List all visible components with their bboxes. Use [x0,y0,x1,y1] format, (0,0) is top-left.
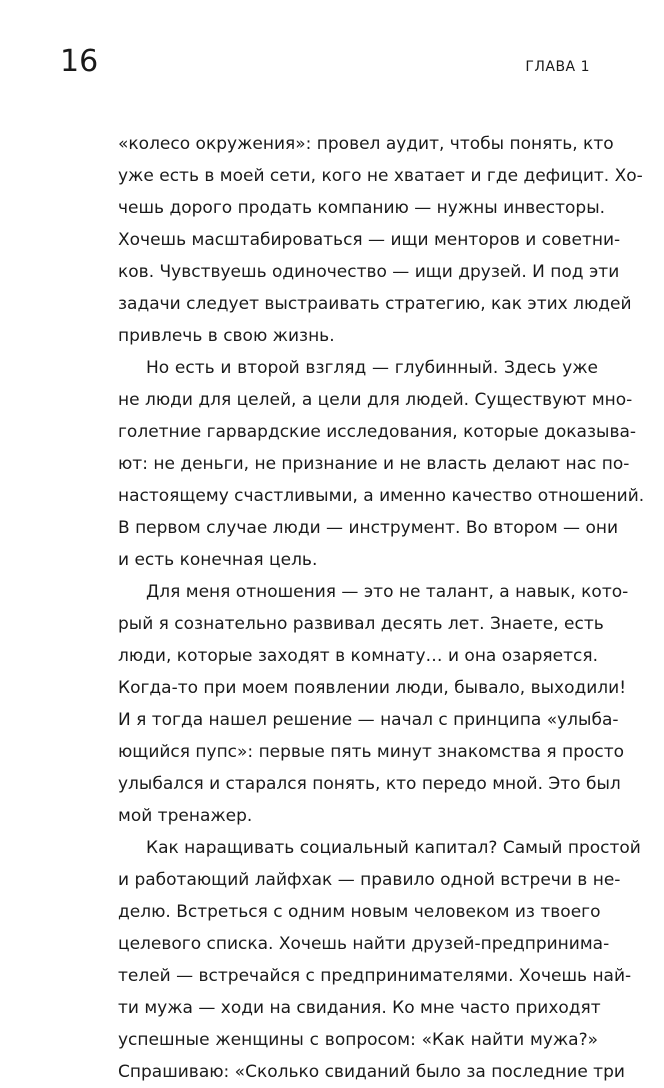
text-line: и есть конечная цель. [118,550,318,570]
text-line: телей — встречайся с предпринимателями. Хочешь най- [118,966,632,986]
text-line: чешь дорого продать компанию — нужны инвесторы. [118,198,606,218]
text-line: ют: не деньги, не признание и не власть делают нас по- [118,454,630,474]
text-line: Хочешь масштабироваться — ищи менторов и советни- [118,230,621,250]
text-line: привлечь в свою жизнь. [118,326,335,346]
body-text [118,128,645,1088]
text-line: голетние гарвардские исследования, которые доказыва- [118,422,637,442]
text-line: Но есть и второй взгляд — глубинный. Здесь уже [146,358,598,378]
text-line: люди, которые заходят в комнату… и она озаряется. [118,646,598,666]
text-line: целевого списка. Хочешь найти друзей-предпринима- [118,934,610,954]
text-line: настоящему счастливыми, а именно качество отношений. [118,486,645,506]
text-line: ющийся пупс»: первые пять минут знакомства я просто [118,742,624,762]
text-line: Как наращивать социальный капитал? Самый простой [146,838,641,858]
text-line: делю. Встреться с одним новым человеком из твоего [118,902,601,922]
text-line: В первом случае люди — инструмент. Во втором — они [118,518,619,538]
text-line: не люди для целей, а цели для людей. Существуют мно- [118,390,633,410]
text-line: мой тренажер. [118,806,253,826]
text-line: рый я сознательно развивал десять лет. Знаете, есть [118,614,604,634]
chapter-heading: ГЛАВА 1 [525,59,590,75]
text-line: Для меня отношения — это не талант, а навык, кото- [146,582,629,602]
text-line: Когда-то при моем появлении люди, бывало, выходили! [118,678,627,698]
text-line: Спрашиваю: «Сколько свиданий было за последние три [118,1062,625,1082]
text-line: уже есть в моей сети, кого не хватает и где дефицит. Хо- [118,166,643,186]
text-line: задачи следует выстраивать стратегию, как этих людей [118,294,632,314]
page-number: 16 [60,44,99,79]
text-line: «колесо окружения»: провел аудит, чтобы понять, кто [118,134,614,154]
text-line: И я тогда нашел решение — начал с принципа «улыба- [118,710,619,730]
text-line: ти мужа — ходи на свидания. Ко мне часто приходят [118,998,601,1018]
text-line: и работающий лайфхак — правило одной встречи в не- [118,870,621,890]
text-line: успешные женщины с вопросом: «Как найти мужа?» [118,1030,598,1050]
text-line: улыбался и старался понять, кто передо мной. Это был [118,774,621,794]
text-line: ков. Чувствуешь одиночество — ищи друзей. И под эти [118,262,620,282]
